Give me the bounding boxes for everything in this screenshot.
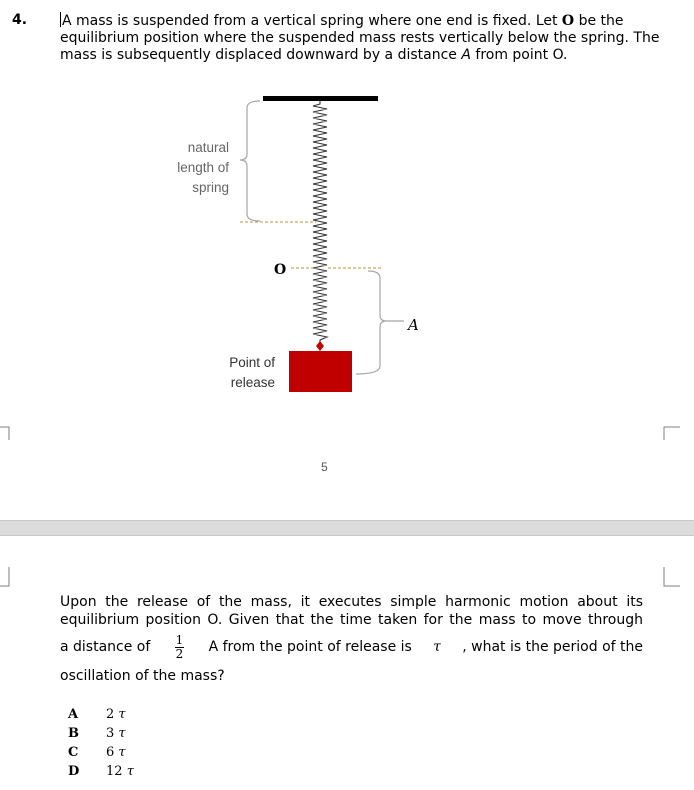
option-c-tau: τ <box>118 745 126 760</box>
option-c <box>68 745 126 760</box>
continuation-line-2: equilibrium position O. Given that the time taken for the mass to move through <box>60 612 643 628</box>
stem-text-2: be the equilibrium position where the suspended mass rests vertically below the spring. <box>60 13 629 46</box>
crop-mark-top-left <box>0 567 9 586</box>
option-b-letter: B <box>68 726 79 741</box>
option-c-coef: 6 <box>106 745 115 760</box>
displacement-label: A <box>408 316 419 334</box>
fraction-numerator: 1 <box>175 632 184 647</box>
option-b-tau: τ <box>118 726 126 741</box>
page-number: 5 <box>321 460 328 474</box>
mass-block <box>289 351 352 392</box>
option-d-tau: τ <box>126 764 134 779</box>
natural-length-label-2: length of <box>177 160 229 175</box>
stem-distance-a: A <box>461 47 471 63</box>
spring-hook <box>316 341 324 351</box>
stem-text-3: The mass is subsequently displaced downward by a distance <box>60 30 660 63</box>
natural-length-label-3: spring <box>192 180 229 195</box>
stem-text-1: A mass is suspended from a vertical spring where one end is fixed. Let <box>62 13 562 29</box>
displacement-brace <box>356 271 404 374</box>
option-d-letter: D <box>68 764 80 779</box>
option-b <box>68 726 126 741</box>
question-number: 4. <box>12 12 28 28</box>
equilibrium-label: O <box>274 262 287 278</box>
continuation-line-4: oscillation of the mass? <box>60 668 225 684</box>
continuation-line-1: Upon the release of the mass, it executes simple harmonic motion about its <box>60 594 643 610</box>
option-a-letter: A <box>68 707 79 722</box>
stem-point-o: O <box>561 13 575 29</box>
option-c-letter: C <box>68 745 79 760</box>
page-break-gap <box>0 520 694 536</box>
option-a-tau: τ <box>118 707 126 722</box>
line3-post: , what is the period of the <box>462 639 643 655</box>
option-a-coef: 2 <box>106 707 115 722</box>
crop-mark-bottom-right <box>664 427 680 440</box>
natural-length-brace <box>240 101 260 221</box>
question-continuation <box>60 593 643 685</box>
option-d-coef: 12 <box>106 764 123 779</box>
ceiling-bar <box>263 96 378 101</box>
option-b-coef: 3 <box>106 726 115 741</box>
natural-length-label-1: natural <box>187 140 229 155</box>
fraction-denominator: 2 <box>175 646 184 661</box>
release-label-2: release <box>230 375 275 390</box>
half-fraction <box>175 634 185 661</box>
continuation-line-3 <box>60 629 643 665</box>
crop-mark-top-right <box>664 567 680 586</box>
line3-mid: A from the point of release is <box>208 639 412 655</box>
release-label-1: Point of <box>229 355 275 370</box>
crop-mark-bottom-left <box>0 427 9 440</box>
option-a <box>68 707 126 722</box>
tau-symbol: τ <box>433 639 441 655</box>
line3-pre: a distance of <box>60 639 151 655</box>
spring-coil <box>313 101 327 348</box>
stem-text-4: from point O. <box>470 47 568 63</box>
option-d <box>68 764 134 779</box>
